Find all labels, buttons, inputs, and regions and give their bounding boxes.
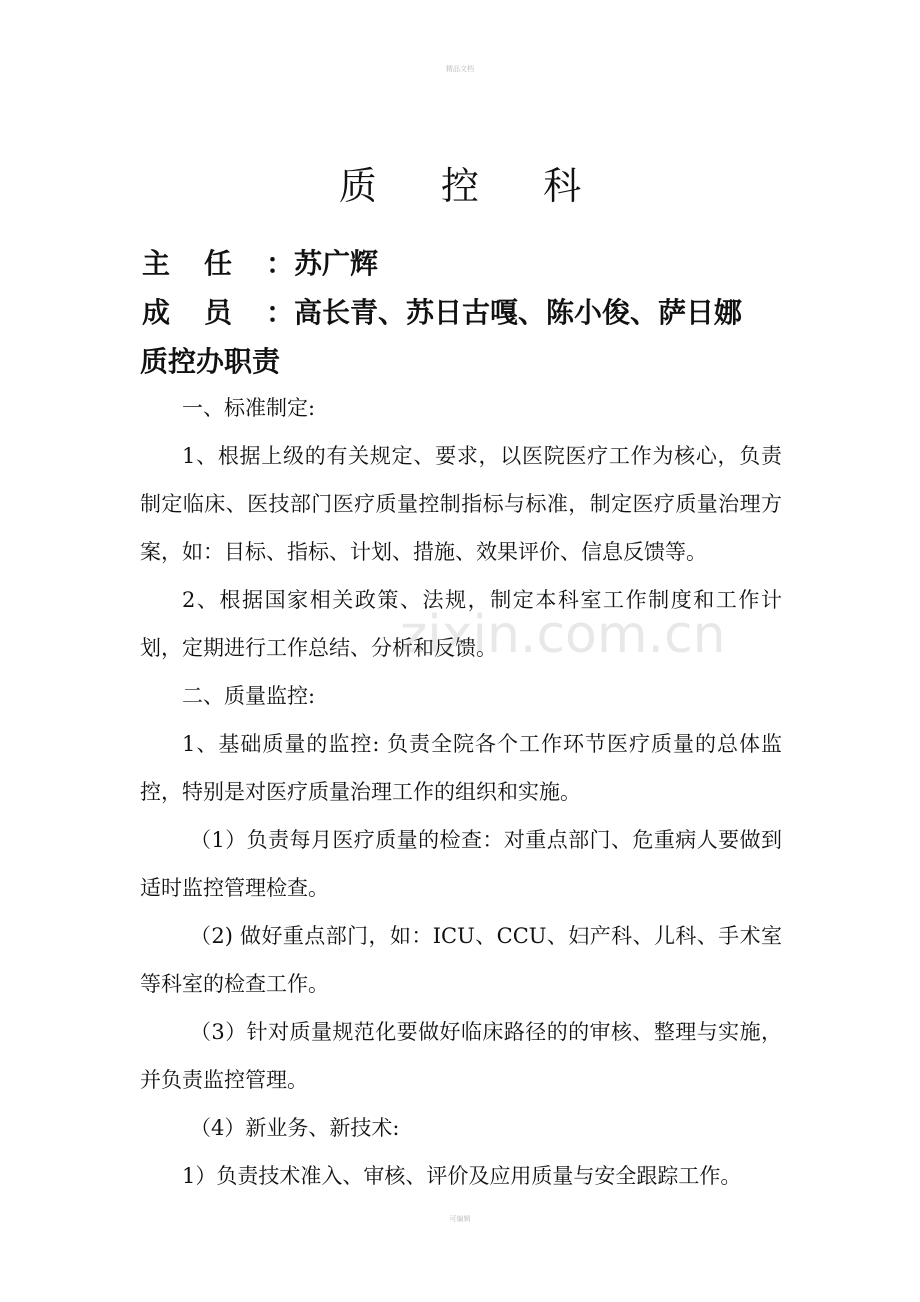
director-line [142, 242, 378, 282]
footer-watermark-text: 可编辑 [449, 1215, 471, 1223]
director-name: ：苏广辉 [266, 247, 379, 280]
paragraph-item-4: （4）新业务、新技术: [190, 1116, 400, 1140]
heading-standards: 一、标准制定: [182, 396, 316, 420]
paragraph-item-2: （2) 做好重点部门，如：ICU、CCU、妇产科、儿科、手术室等科室的检查工作。 [140, 924, 782, 996]
paragraph-subitem-1: 1）负责技术准入、审核、评价及应用质量与安全跟踪工作。 [182, 1164, 742, 1188]
paragraph-standards-1: 1、根据上级的有关规定、要求，以医院医疗工作为核心，负责制定临床、医技部门医疗质量控制指标与标准，制定医疗质量治理方案，如：目标、指标、计划、措施、效果评价、信息反馈等。 [140, 444, 782, 564]
site-watermark: zixin.com.cn [400, 605, 726, 665]
header-watermark-text: 精品文档 [446, 65, 474, 73]
paragraph-monitoring-1: 1、基础质量的监控: 负责全院各个工作环节医疗质量的总体监控，特别是对医疗质量治理工作的组织和实施。 [140, 732, 782, 804]
heading-monitoring: 二、质量监控: [182, 684, 316, 708]
duties-body [140, 384, 782, 1200]
members-label: 成员 [142, 296, 267, 329]
paragraph-item-3: （3）针对质量规范化要做好临床路径的的审核、整理与实施，并负责监控管理。 [140, 1020, 782, 1092]
director-label: 主任 [142, 247, 267, 280]
section-title: 质控办职责 [140, 345, 281, 378]
members-names: ：高长青、苏日古嘎、陈小俊、萨日娜 [266, 296, 743, 329]
members-line [142, 291, 742, 331]
paragraph-item-1: （1）负责每月医疗质量的检查：对重点部门、危重病人要做到适时监控管理检查。 [140, 828, 782, 900]
page-title: 质 控 科 [338, 164, 608, 209]
paragraph-standards-2: 2、根据国家相关政策、法规，制定本科室工作制度和工作计划，定期进行工作总结、分析和反馈。 [140, 588, 782, 660]
